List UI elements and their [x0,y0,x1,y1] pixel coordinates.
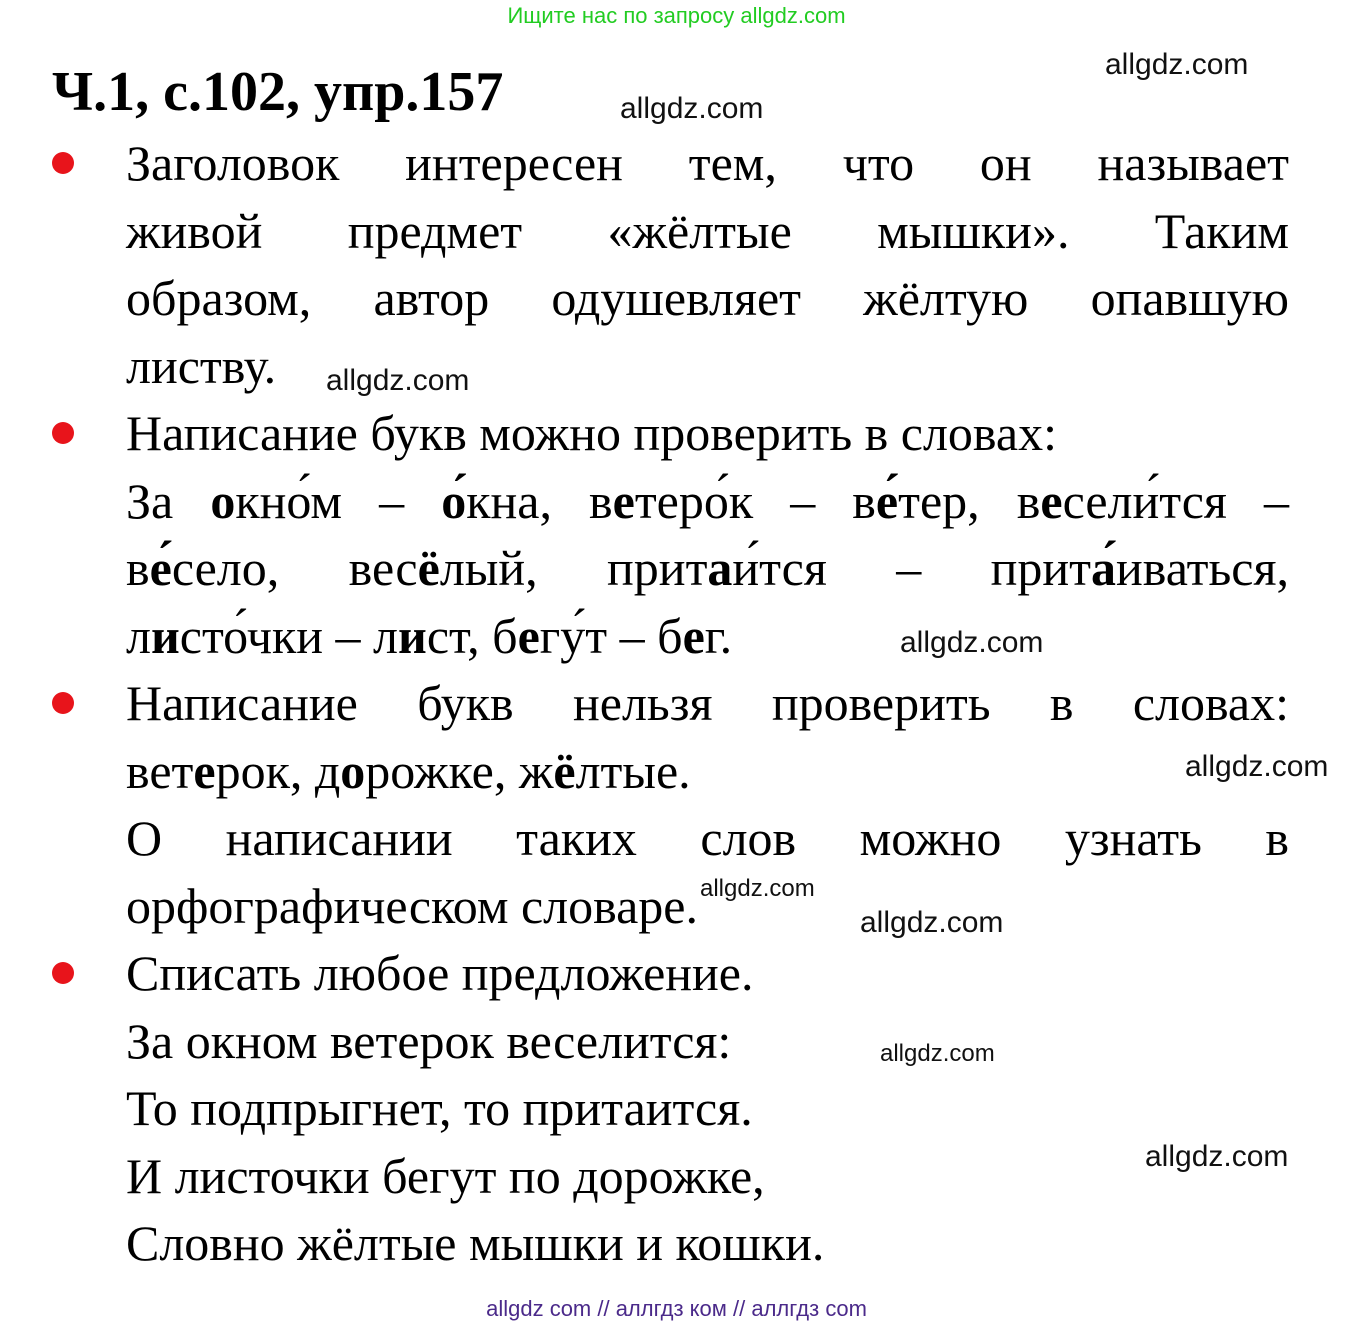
text-segment: лтые. [575,742,691,799]
text-segment: Заголовок интересен тем, что он называет [126,135,1289,191]
highlighted-letter: а́ [1091,540,1117,596]
bullet-item [126,670,1289,940]
text-line [126,738,1289,806]
text-segment: О написании таких слов можно узнать в [126,810,1289,866]
text-segment: гу́т – б [539,607,683,664]
text-line [126,333,1289,401]
text-segment: листву. [126,337,277,394]
text-segment: живой предмет «жёлтые мышки». Таким [126,202,1289,259]
text-segment: тер, в [898,472,1041,529]
text-segment: сто́чки – л [179,607,399,664]
search-banner: Ищите нас по запросу allgdz.com [507,3,846,28]
text-line [126,1008,1289,1076]
text-segment: образом, автор одушевляет жёлтую опавшую [126,270,1289,326]
text-segment: Словно жёлтые мышки и кошки. [126,1215,825,1271]
text-segment: иваться, [1116,540,1289,596]
watermark: allgdz.com [326,364,470,397]
text-line [126,400,1289,468]
bullet-item [126,130,1289,400]
text-line [126,265,1289,333]
text-segment: Написание букв нельзя проверить в словах: [126,675,1289,731]
text-line [126,1210,1289,1278]
highlighted-letter: а [707,540,733,596]
text-segment: вет [126,742,194,799]
text-segment: село, вес [171,540,418,596]
watermark: allgdz.com [880,1040,995,1067]
text-line [126,805,1289,873]
text-segment: ст, б [426,607,518,664]
text-segment: За [126,472,211,529]
highlighted-letter: е [1040,472,1063,529]
text-line [126,198,1289,266]
text-line [126,670,1289,738]
highlighted-letter: е [193,742,216,799]
highlighted-letter: е [517,607,540,664]
text-line [126,873,1289,941]
bullet-dot-icon [52,692,74,714]
text-segment: сели́тся – [1062,472,1289,529]
text-segment: и́тся – прит [732,540,1092,596]
text-segment: лый, прит [439,540,708,596]
watermark: allgdz.com [1185,750,1329,783]
bullet-item [126,940,1289,1278]
footer-links: allgdz com // аллгдз ком // аллгдз com [486,1296,867,1321]
watermark: allgdz.com [620,92,764,125]
watermark: allgdz.com [860,906,1004,939]
highlighted-letter: о [340,742,366,799]
text-line [126,1143,1289,1211]
bullet-item [126,400,1289,670]
highlighted-letter: е́ [875,472,899,529]
text-segment: Списать любое предложение. [126,945,754,1001]
highlighted-letter: е [612,472,635,529]
text-segment: рожке, ж [365,742,554,799]
highlighted-letter: е [682,607,705,664]
watermark: allgdz.com [1145,1140,1289,1173]
bullet-dot-icon [52,962,74,984]
text-segment: г. [704,607,733,664]
text-segment: За окном ветерок веселится: [126,1012,732,1069]
text-line [126,603,1289,671]
text-line [126,468,1289,536]
bullet-dot-icon [52,422,74,444]
highlighted-letter: ё [553,742,576,799]
text-line [126,535,1289,603]
answer-content [126,130,1289,1278]
highlighted-letter: и [398,607,427,664]
text-segment: рок, д [215,742,341,799]
text-line [126,130,1289,198]
watermark: allgdz.com [1105,48,1249,81]
text-segment: И листочки бегут по дорожке, [126,1147,765,1204]
highlighted-letter: и [150,607,180,664]
text-line [126,1075,1289,1143]
watermark: allgdz.com [700,875,815,902]
watermark: allgdz.com [900,626,1044,659]
text-line [126,940,1289,1008]
text-segment: Написание букв можно проверить в словах: [126,405,1057,461]
bullet-dot-icon [52,152,74,174]
text-segment: в [126,540,150,596]
text-segment: орфографическом словаре. [126,877,698,934]
text-segment: теро́к – в [634,472,876,529]
text-segment: То подпрыгнет, то притаится. [126,1080,753,1136]
text-segment: кна, в [466,472,613,529]
highlighted-letter: ё [417,540,440,596]
highlighted-letter: о́ [441,472,467,529]
exercise-title: Ч.1, с.102, упр.157 [52,61,504,123]
highlighted-letter: о [210,472,236,529]
text-segment: л [126,607,151,664]
text-segment: кно́м – [235,472,442,529]
highlighted-letter: е́ [149,540,172,596]
